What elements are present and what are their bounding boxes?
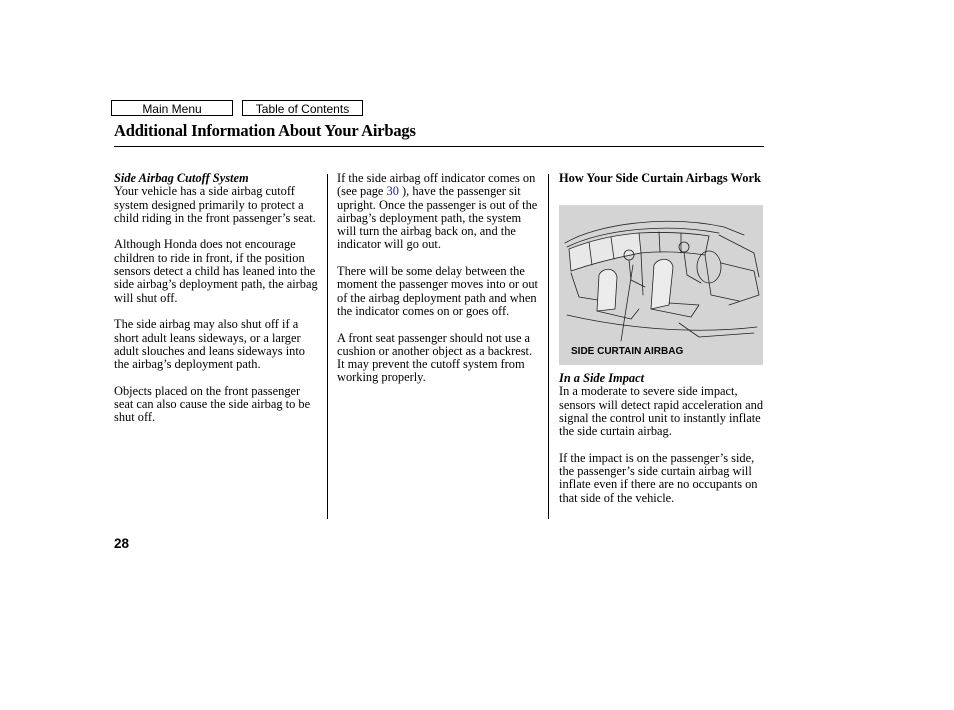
column-divider bbox=[548, 174, 549, 519]
paragraph: The side airbag may also shut off if a short adult leans sideways, or a larger adult slouches and leans sideways into the airbag’s deployment path. bbox=[114, 317, 305, 372]
paragraph: In a moderate to severe side impact, sensors will detect rapid acceleration and signal the control unit to instantly inflate the side curtain airbag. bbox=[559, 384, 764, 439]
car-interior-drawing bbox=[559, 205, 763, 365]
paragraph: Objects placed on the front passenger seat can also cause the side airbag to be shut off. bbox=[114, 383, 311, 425]
page-title: Additional Information About Your Airbags bbox=[114, 121, 416, 140]
page-number: 28 bbox=[114, 536, 130, 551]
table-of-contents-button[interactable]: Table of Contents bbox=[242, 100, 363, 116]
side-airbag-cutoff-heading: Side Airbag Cutoff System bbox=[114, 171, 249, 185]
figure-label: SIDE CURTAIN AIRBAG bbox=[571, 346, 684, 357]
paragraph bbox=[337, 172, 542, 252]
side-curtain-airbag-illustration bbox=[559, 205, 763, 365]
main-menu-button[interactable]: Main Menu bbox=[111, 100, 233, 116]
column-3-lower bbox=[559, 372, 765, 518]
title-rule bbox=[114, 146, 764, 147]
paragraph: A front seat passenger should not use a cushion or another object as a backrest. It may prevent the cutoff system from working properly. bbox=[337, 330, 533, 385]
column-1 bbox=[114, 172, 320, 438]
page-link[interactable]: 30 bbox=[386, 184, 399, 199]
paragraph: Although Honda does not encourage children to ride in front, if the position sensors detect a child has leaned into the side airbag’s deployment path, the airbag will shut off. bbox=[114, 237, 318, 305]
paragraph: If the impact is on the passenger’s side, the passenger’s side curtain airbag will inflate even if there are no occupants on that side of the vehicle. bbox=[559, 450, 758, 505]
paragraph: Your vehicle has a side airbag cutoff system designed primarily to protect a child riding in the front passenger’s seat. bbox=[114, 184, 316, 225]
column-2 bbox=[337, 172, 542, 398]
paragraph: There will be some delay between the moment the passenger moves into or out of the airbag deployment path and when the indicator comes on or goes off. bbox=[337, 264, 538, 318]
column-3 bbox=[559, 172, 765, 185]
text: ), have the passenger sit upright. Once the passenger is out of the airbag’s deployment path, the system will turn the airbag back on, and the indicator will go out. bbox=[337, 184, 538, 252]
text: If the side airbag off indicator comes on (see page bbox=[337, 171, 536, 199]
column-divider bbox=[327, 174, 328, 519]
side-impact-heading: In a Side Impact bbox=[559, 371, 645, 385]
side-curtain-airbags-heading: How Your Side Curtain Airbags Work bbox=[559, 171, 761, 185]
